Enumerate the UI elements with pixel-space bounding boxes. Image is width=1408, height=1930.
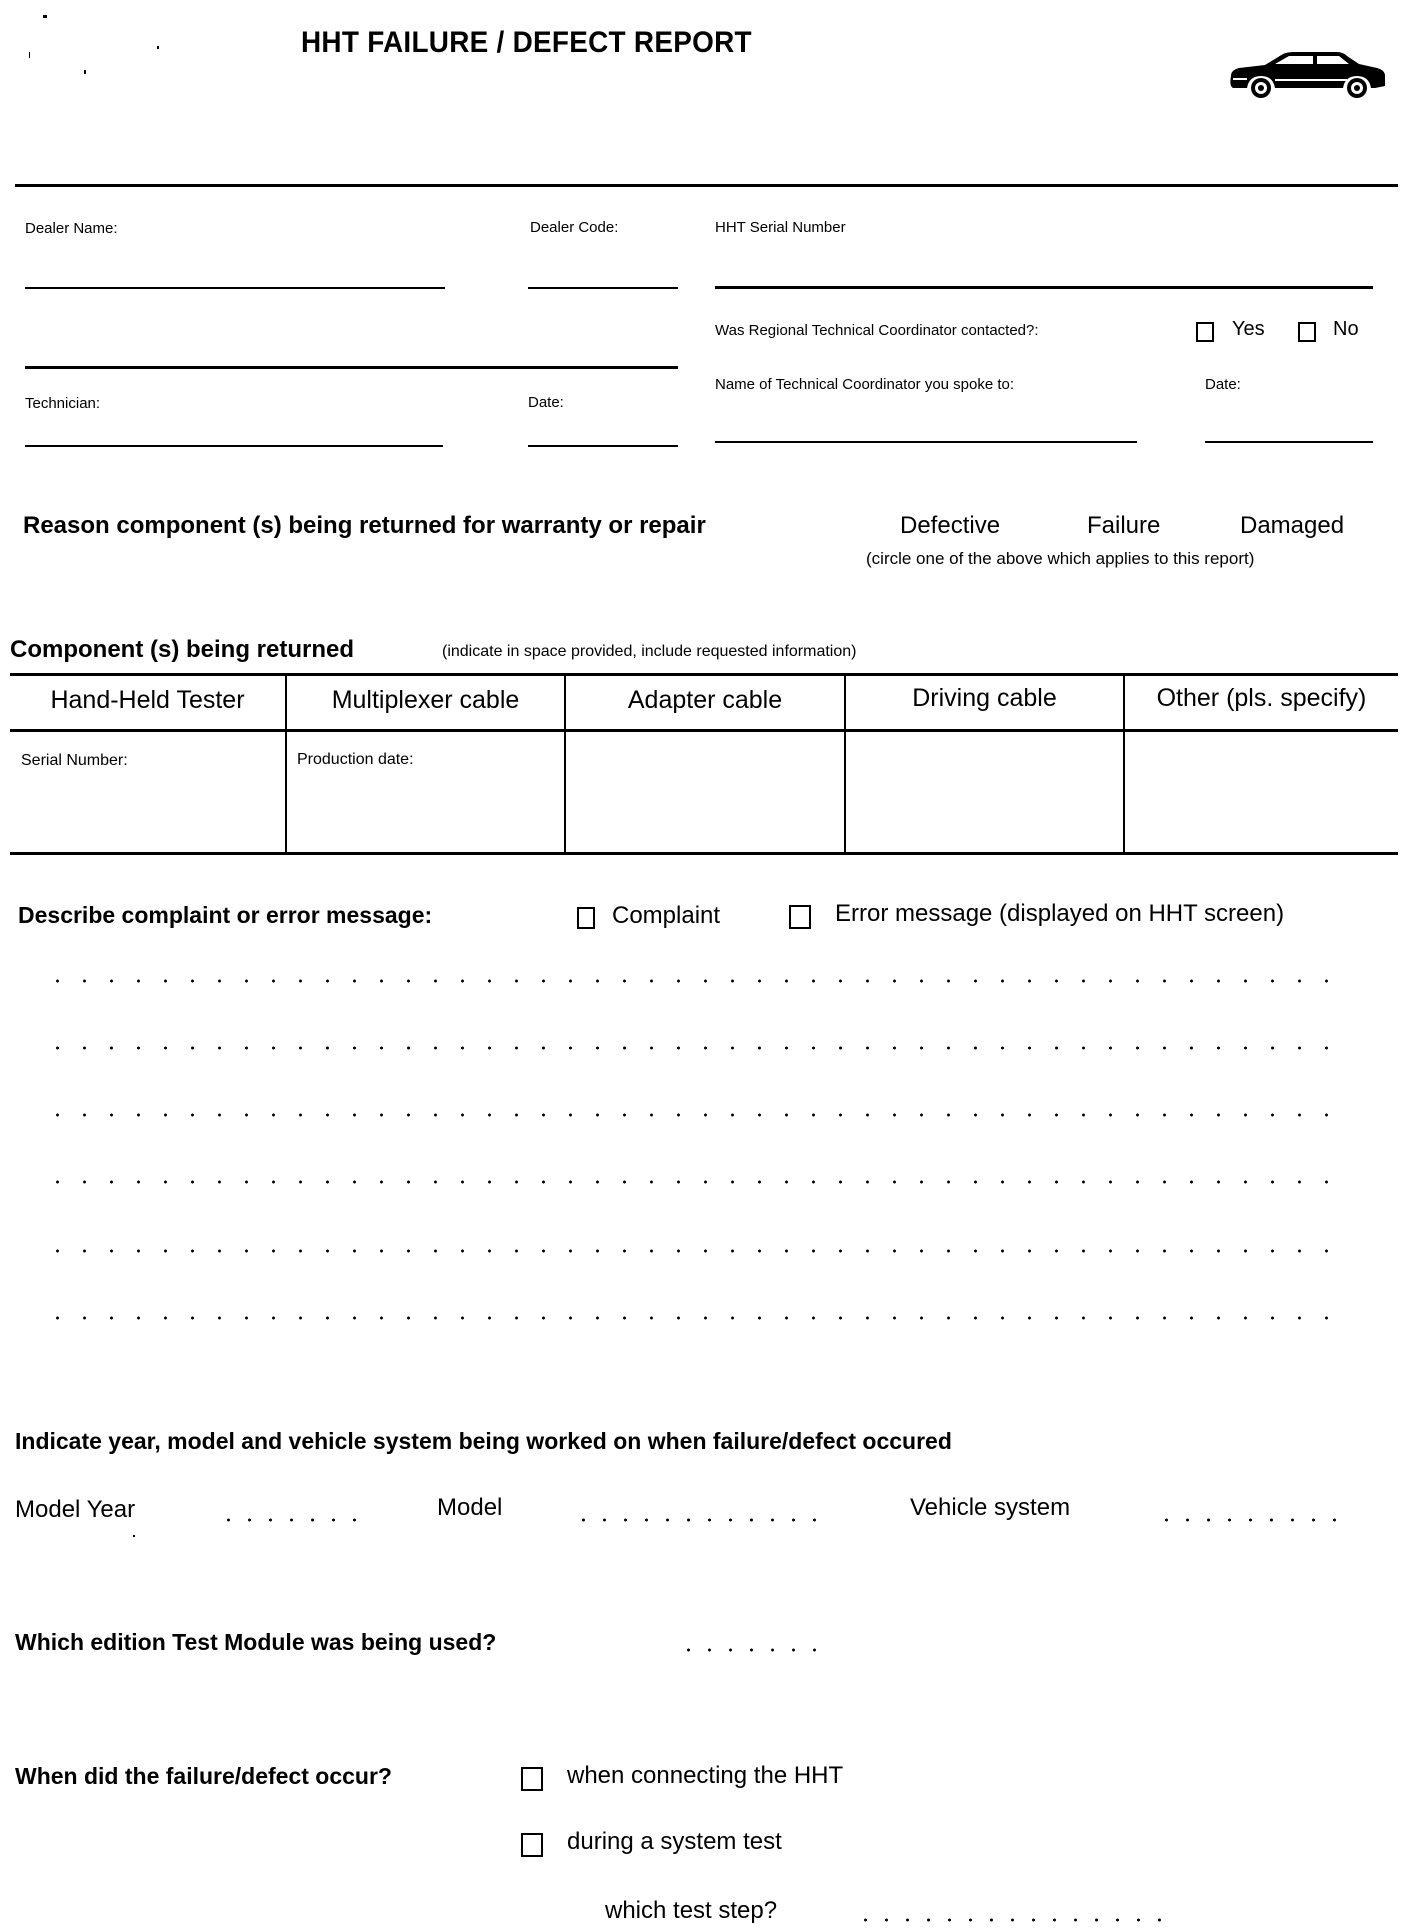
coordinator-name-line [715,441,1137,443]
table-top-border [10,673,1398,676]
vehicle-heading: Indicate year, model and vehicle system being worked on when failure/defect occured [15,1428,952,1454]
column-header-driving-cable: Driving cable [912,684,1057,712]
test-module-field[interactable] [678,1648,825,1652]
occurrence-label: When did the failure/defect occur? [15,1763,392,1789]
date-line [528,445,678,447]
table-bottom-border [10,852,1398,855]
test-step-label: which test step? [605,1897,778,1924]
dealer-address-line [25,366,678,369]
dealer-name-label: Dealer Name: [25,220,118,237]
rtc-no-checkbox[interactable] [1298,322,1316,342]
dealer-name-line [25,287,445,289]
scan-speck [43,15,47,18]
model-year-label: Model Year [15,1496,136,1523]
components-heading: Component (s) being returned [10,636,354,663]
coordinator-name-label: Name of Technical Coordinator you spoke to: [715,376,1015,393]
rtc-no-label: No [1333,318,1359,340]
hht-serial-line [715,286,1373,289]
header-divider [15,184,1398,187]
reason-label: Reason component (s) being returned for warranty or repair [23,512,706,539]
page-title: HHT FAILURE / DEFECT REPORT [301,26,752,59]
scan-speck [84,70,86,74]
error-message-option-label: Error message (displayed on HHT screen) [835,900,1285,927]
column-header-other: Other (pls. specify) [1156,684,1367,712]
coordinator-date-line [1205,441,1373,443]
rtc-contacted-label: Was Regional Technical Coordinator contacted?: [715,322,1039,339]
complaint-checkbox[interactable] [577,907,595,929]
occurrence-system-test-label: during a system test [567,1828,782,1855]
coordinator-date-field[interactable] [1205,410,1377,440]
components-subheading: (indicate in space provided, include requested information) [442,643,857,660]
column-header-adapter-cable: Adapter cable [627,686,783,714]
scan-speck [157,46,159,49]
complaint-line[interactable] [44,1316,1334,1320]
dealer-code-field[interactable] [528,256,682,286]
model-label: Model [437,1494,503,1521]
cell-adapter-cable[interactable] [567,733,843,851]
hht-serial-field[interactable] [715,255,1377,285]
reason-option-defective[interactable]: Defective [900,512,1001,539]
occurrence-connecting-label: when connecting the HHT [567,1762,844,1789]
cell-hand-held-tester[interactable] [12,733,284,851]
dealer-code-label: Dealer Code: [530,219,619,236]
cell-other[interactable] [1126,733,1397,851]
model-field[interactable] [573,1518,825,1522]
vehicle-system-field[interactable] [1156,1518,1345,1522]
coordinator-name-field[interactable] [715,410,1141,440]
scan-speck [29,52,30,58]
error-message-checkbox[interactable] [789,905,811,929]
cell-production-date-label: Production date: [297,751,414,768]
complaint-line[interactable] [44,1249,1334,1253]
complaint-line[interactable] [44,1113,1334,1117]
complaint-option-label: Complaint [612,902,721,929]
cell-multiplexer-cable[interactable] [288,733,563,851]
scan-speck [133,1535,135,1537]
cell-driving-cable[interactable] [847,733,1122,851]
dealer-name-field[interactable] [25,256,449,286]
reason-option-failure[interactable]: Failure [1087,512,1161,539]
dealer-code-line [528,287,678,289]
complaint-line[interactable] [44,1046,1334,1050]
column-header-multiplexer-cable: Multiplexer cable [331,686,520,714]
rtc-yes-label: Yes [1232,318,1265,340]
car-icon [1225,46,1387,102]
cell-serial-number-label: Serial Number: [21,752,128,769]
vehicle-system-label: Vehicle system [910,1494,1071,1521]
technician-field[interactable] [25,414,447,444]
occurrence-system-test-checkbox[interactable] [521,1833,543,1857]
occurrence-connecting-checkbox[interactable] [521,1767,543,1791]
reason-note: (circle one of the above which applies to this report) [866,549,1255,568]
complaint-line[interactable] [44,979,1334,983]
rtc-yes-checkbox[interactable] [1196,322,1214,342]
test-module-label: Which edition Test Module was being used? [15,1629,497,1655]
model-year-field[interactable] [218,1518,365,1522]
technician-line [25,445,443,447]
complaint-label: Describe complaint or error message: [18,902,433,928]
complaint-line[interactable] [44,1180,1334,1184]
technician-label: Technician: [25,395,101,412]
test-step-field[interactable] [855,1918,1178,1922]
reason-option-damaged[interactable]: Damaged [1240,512,1345,539]
coordinator-date-label: Date: [1205,376,1241,393]
column-header-hand-held-tester: Hand-Held Tester [50,686,245,714]
date-label: Date: [528,394,564,411]
date-field[interactable] [528,414,682,444]
hht-serial-label: HHT Serial Number [715,219,846,236]
table-header-border [10,729,1398,732]
